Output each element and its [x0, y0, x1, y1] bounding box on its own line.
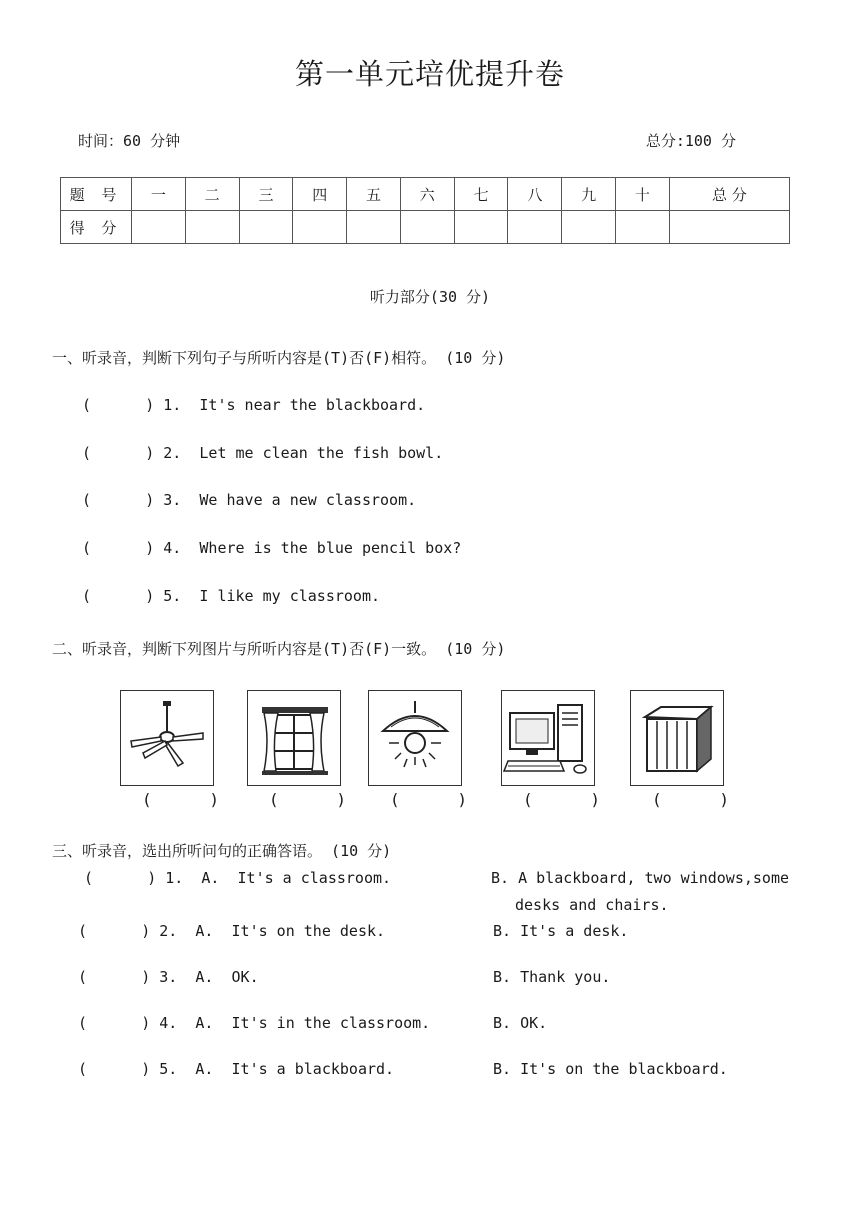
- column-header: 总 分: [669, 178, 789, 211]
- column-header: 八: [508, 178, 562, 211]
- score-cell[interactable]: [185, 211, 239, 244]
- column-header: 五: [347, 178, 401, 211]
- picture-item: [120, 690, 220, 809]
- part1-item[interactable]: ( ) 2. Let me clean the fish bowl.: [82, 444, 444, 462]
- column-header: 三: [239, 178, 293, 211]
- score-cell[interactable]: [347, 211, 401, 244]
- part3-option-b[interactable]: B. OK.: [493, 1014, 548, 1032]
- picture-item: [247, 690, 347, 809]
- ceiling-fan-icon: [120, 690, 214, 786]
- picture-item: [368, 690, 468, 809]
- part1-item[interactable]: ( ) 1. It's near the blackboard.: [82, 396, 426, 414]
- listening-section-title: 听力部分(30 分): [369, 288, 491, 306]
- part3-option-a[interactable]: ( ) 2. A. It's on the desk.: [78, 922, 386, 940]
- column-header: 四: [293, 178, 347, 211]
- column-header: 九: [562, 178, 616, 211]
- header-label: 题 号: [61, 178, 132, 211]
- score-cell[interactable]: [562, 211, 616, 244]
- picture-item: [501, 690, 601, 809]
- score-cell[interactable]: [132, 211, 186, 244]
- score-table-score-row: [61, 211, 790, 244]
- part2-heading: 二、听录音，判断下列图片与所听内容是(T)否(F)一致。 (10 分): [52, 640, 506, 658]
- part3-option-a[interactable]: ( ) 5. A. It's a blackboard.: [78, 1060, 395, 1078]
- answer-paren[interactable]: ( ): [652, 790, 730, 809]
- lamp-icon: [368, 690, 462, 786]
- part1-item[interactable]: ( ) 3. We have a new classroom.: [82, 491, 417, 509]
- page-title: 第一单元培优提升卷: [294, 57, 565, 91]
- part3-option-b-continued: desks and chairs.: [515, 896, 669, 914]
- trash-bin-icon: [630, 690, 724, 786]
- score-cell[interactable]: [454, 211, 508, 244]
- part3-option-a[interactable]: ( ) 4. A. It's in the classroom.: [78, 1014, 431, 1032]
- score-cell[interactable]: [293, 211, 347, 244]
- answer-paren[interactable]: ( ): [390, 790, 468, 809]
- picture-row: [120, 690, 730, 820]
- score-cell[interactable]: [508, 211, 562, 244]
- picture-item: [630, 690, 730, 809]
- computer-icon: [501, 690, 595, 786]
- window-curtain-icon: [247, 690, 341, 786]
- score-cell[interactable]: [239, 211, 293, 244]
- part3-option-b[interactable]: B. Thank you.: [493, 968, 611, 986]
- part3-option-a[interactable]: ( ) 3. A. OK.: [78, 968, 259, 986]
- score-table-header-row: [61, 178, 790, 211]
- answer-paren[interactable]: ( ): [142, 790, 220, 809]
- column-header: 一: [132, 178, 186, 211]
- part1-item[interactable]: ( ) 5. I like my classroom.: [82, 587, 381, 605]
- score-cell[interactable]: [669, 211, 789, 244]
- part3-heading: 三、听录音，选出所听问句的正确答语。 (10 分): [52, 842, 392, 860]
- score-label: 得 分: [61, 211, 132, 244]
- score-table: [60, 177, 790, 244]
- column-header: 十: [616, 178, 670, 211]
- column-header: 六: [400, 178, 454, 211]
- score-cell[interactable]: [616, 211, 670, 244]
- answer-paren[interactable]: ( ): [269, 790, 347, 809]
- score-cell[interactable]: [400, 211, 454, 244]
- column-header: 二: [185, 178, 239, 211]
- column-header: 七: [454, 178, 508, 211]
- part3-option-b[interactable]: B. It's a desk.: [493, 922, 629, 940]
- part3-option-b[interactable]: B. It's on the blackboard.: [493, 1060, 728, 1078]
- answer-paren[interactable]: ( ): [523, 790, 601, 809]
- time-limit: 时间：60 分钟: [78, 132, 181, 150]
- part1-item[interactable]: ( ) 4. Where is the blue pencil box?: [82, 539, 462, 557]
- part3-option-b[interactable]: B. A blackboard, two windows,some: [491, 869, 790, 887]
- part1-heading: 一、听录音，判断下列句子与所听内容是(T)否(F)相符。 (10 分): [52, 349, 506, 367]
- part3-option-a[interactable]: ( ) 1. A. It's a classroom.: [84, 869, 392, 887]
- total-score: 总分:100 分: [645, 132, 736, 150]
